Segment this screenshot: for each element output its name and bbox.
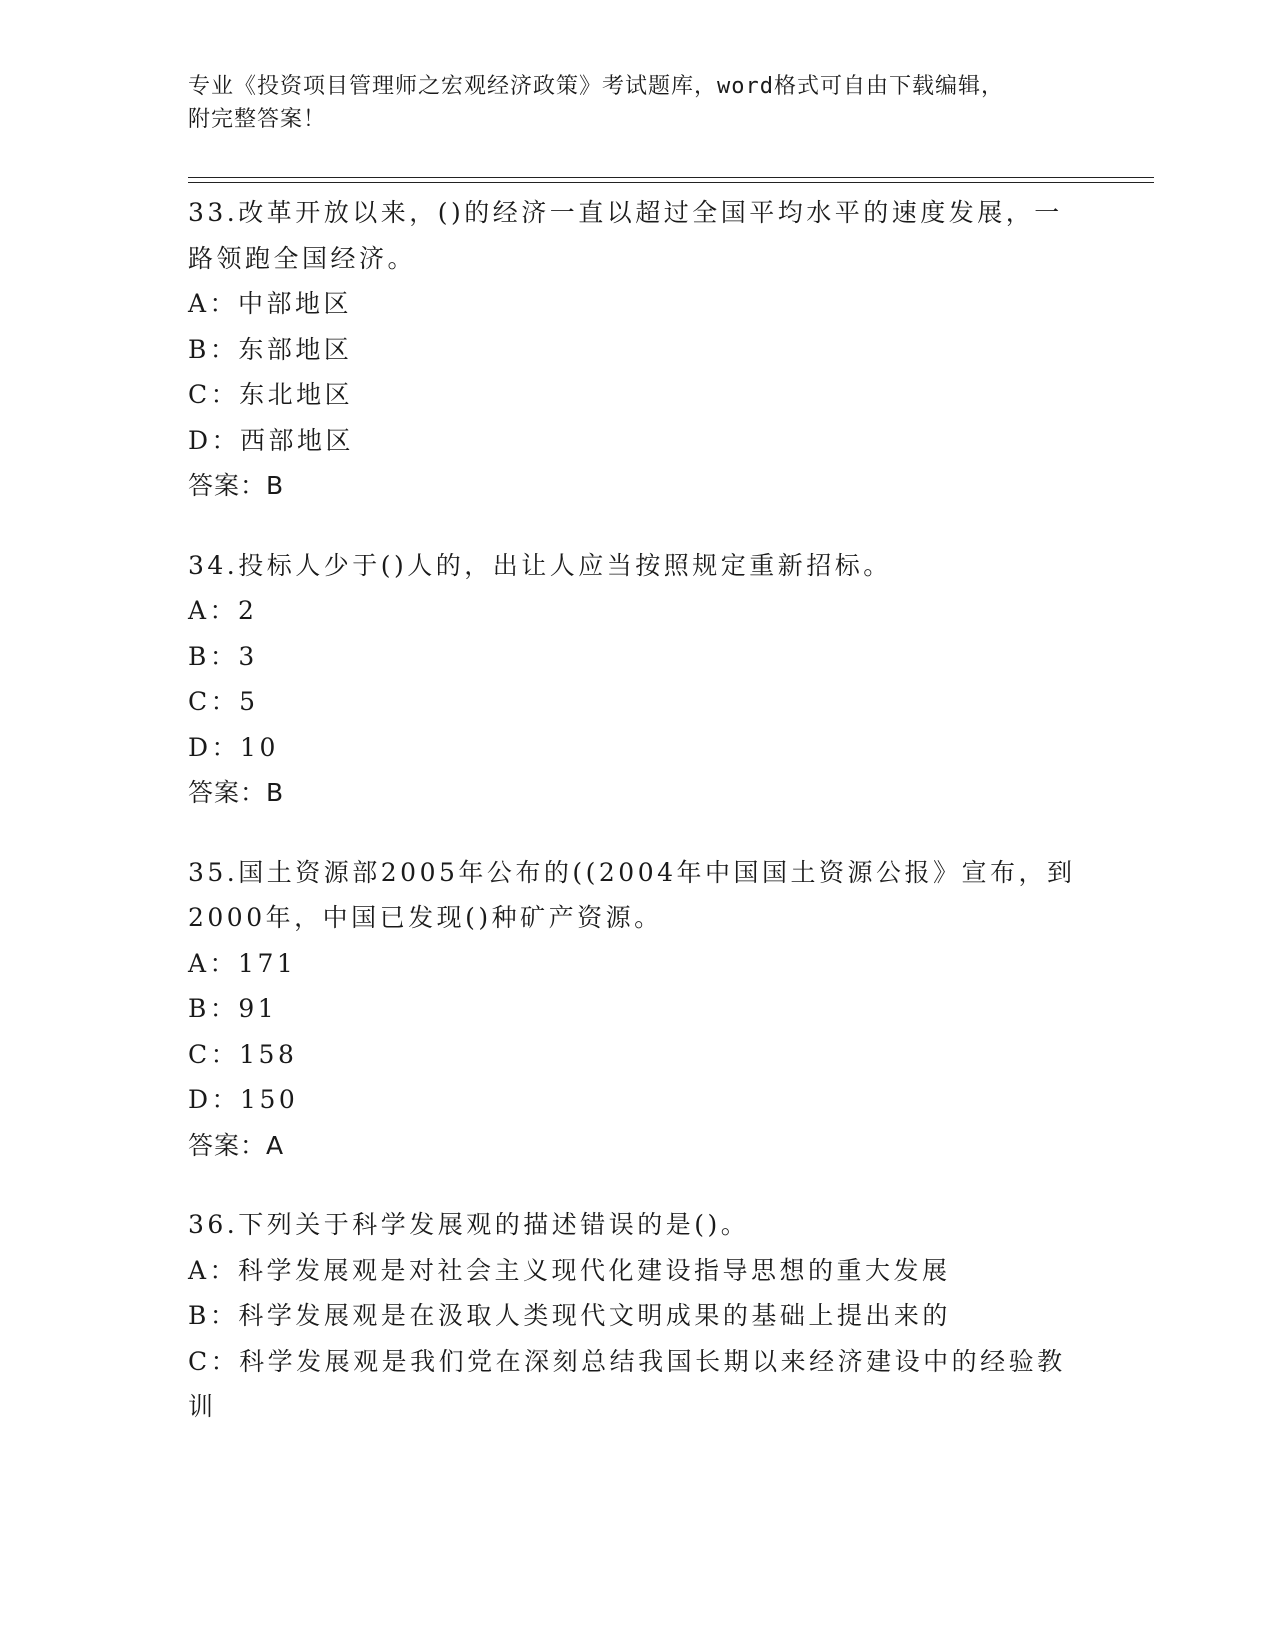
question-stem: 35.国土资源部2005年公布的((2004年中国国土资源公报》宣布，到 [188, 857, 1076, 887]
question-34 [188, 543, 1088, 816]
question-33 [188, 190, 1088, 509]
option-c: C：5 [188, 687, 259, 716]
header-divider-top [188, 177, 1154, 178]
option-d: D：10 [188, 732, 279, 762]
option-d: D：150 [188, 1085, 299, 1114]
option-a: A：中部地区 [188, 289, 353, 318]
document-header [188, 70, 1088, 136]
answer: 答案：A [188, 1130, 285, 1160]
question-stem: 路领跑全国经济。 [188, 243, 417, 273]
question-stem: 2000年，中国已发现()种矿产资源。 [188, 903, 663, 932]
question-list [188, 190, 1088, 1464]
header-line-2: 附完整答案！ [188, 107, 327, 132]
question-stem: 34.投标人少于()人的，出让人应当按照规定重新招标。 [188, 550, 892, 580]
question-36 [188, 1202, 1088, 1430]
option-c: C：东北地区 [188, 380, 354, 409]
question-35 [188, 850, 1088, 1169]
option-c-continued: 训 [188, 1392, 217, 1421]
option-a: A：171 [188, 948, 297, 978]
option-b: B：东部地区 [188, 334, 353, 364]
option-c: C：158 [188, 1039, 298, 1069]
option-a: A：2 [188, 596, 258, 625]
option-d: D：西部地区 [188, 425, 355, 455]
answer: 答案：B [188, 778, 285, 807]
header-line-1: 专业《投资项目管理师之宏观经济政策》考试题库，word格式可自由下载编辑， [188, 74, 1004, 99]
option-b: B：科学发展观是在汲取人类现代文明成果的基础上提出来的 [188, 1301, 951, 1330]
header-divider-bottom [188, 182, 1154, 183]
option-a: A：科学发展观是对社会主义现代化建设指导思想的重大发展 [188, 1255, 951, 1285]
answer: 答案：B [188, 471, 285, 500]
option-b: B：91 [188, 994, 278, 1023]
question-stem: 36.下列关于科学发展观的描述错误的是()。 [188, 1210, 750, 1239]
option-b: B：3 [188, 641, 258, 671]
option-c: C：科学发展观是我们党在深刻总结我国长期以来经济建设中的经验教 [188, 1346, 1066, 1376]
question-stem: 33.改革开放以来，()的经济一直以超过全国平均水平的速度发展，一 [188, 198, 1063, 227]
